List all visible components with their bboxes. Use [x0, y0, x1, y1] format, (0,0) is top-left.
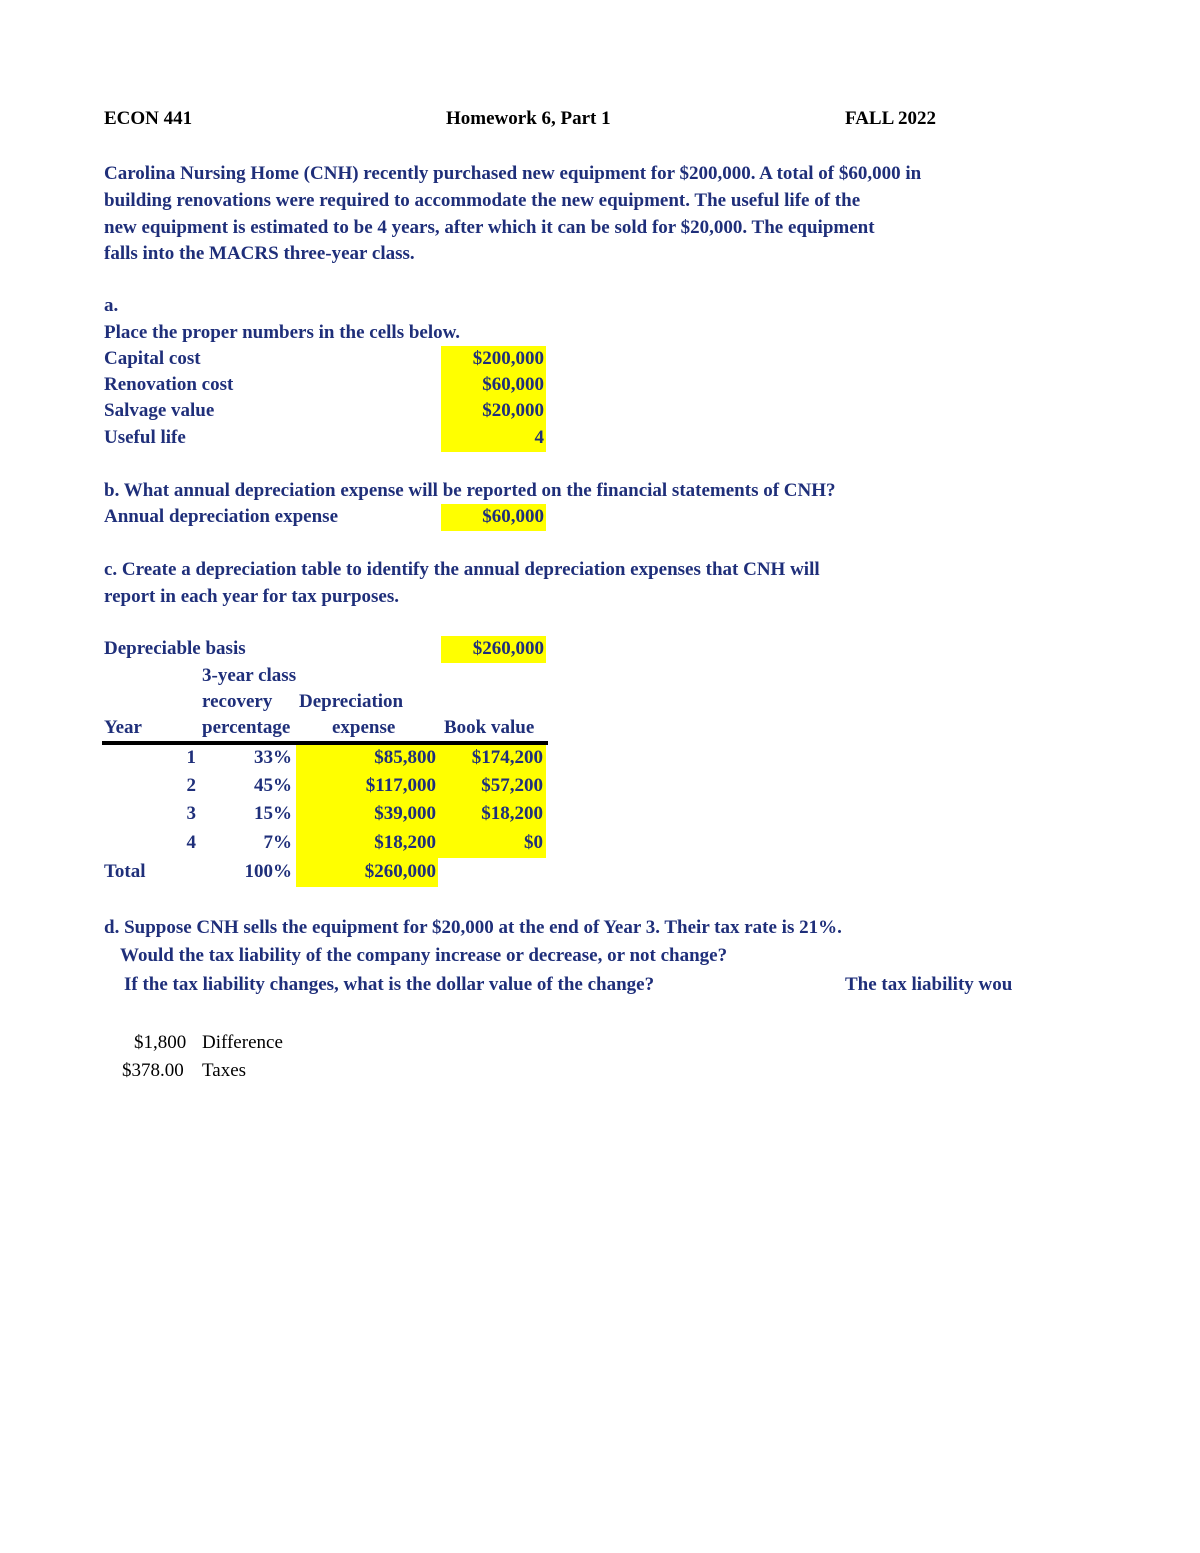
intro-line-2: building renovations were required to accommodate the new equipment. The useful life of the	[104, 190, 861, 211]
part-c-question-1: c. Create a depreciation table to identify the annual depreciation expenses that CNH will	[104, 559, 820, 580]
header-class-line3: percentage	[202, 717, 291, 738]
header-dep-line2: expense	[332, 717, 396, 738]
part-c-question-2: report in each year for tax purposes.	[104, 586, 400, 607]
capital-cost-label: Capital cost	[104, 348, 201, 369]
row4-dep[interactable]: $18,200	[374, 832, 436, 853]
header-book-value: Book value	[444, 717, 535, 738]
intro-line-4: falls into the MACRS three-year class.	[104, 243, 415, 264]
part-d-line-3: If the tax liability changes, what is the dollar value of the change?	[124, 974, 655, 995]
row1-year: 1	[186, 747, 196, 768]
part-d-line-2: Would the tax liability of the company increase or decrease, or not change?	[120, 945, 728, 966]
useful-life-label: Useful life	[104, 427, 186, 448]
part-a-label: a.	[104, 295, 119, 316]
intro-line-1: Carolina Nursing Home (CNH) recently purchased new equipment for $200,000. A total of $60,000 in	[104, 163, 922, 184]
total-label: Total	[104, 861, 146, 882]
row2-dep[interactable]: $117,000	[365, 775, 436, 796]
row1-pct: 33%	[254, 747, 292, 768]
header-year: Year	[104, 717, 142, 738]
part-b-question: b. What annual depreciation expense will be reported on the financial statements of CNH?	[104, 480, 836, 501]
intro-line-3: new equipment is estimated to be 4 years, after which it can be sold for $20,000. The equipment	[104, 217, 875, 238]
row3-book[interactable]: $18,200	[481, 803, 543, 824]
total-pct: 100%	[244, 861, 292, 882]
row4-pct: 7%	[263, 832, 292, 853]
salvage-value-label: Salvage value	[104, 400, 215, 421]
part-a-instruction: Place the proper numbers in the cells below.	[104, 322, 461, 343]
part-d-answer-cut: The tax liability wou	[845, 974, 1013, 995]
row4-year: 4	[186, 832, 196, 853]
row2-book[interactable]: $57,200	[481, 775, 543, 796]
difference-label: Difference	[202, 1032, 283, 1053]
term-label: FALL 2022	[845, 108, 936, 129]
salvage-value-value[interactable]: $20,000	[482, 400, 544, 421]
row2-year: 2	[186, 775, 196, 796]
row1-book[interactable]: $174,200	[471, 747, 543, 768]
header-class-line2: recovery	[202, 691, 273, 712]
annual-dep-value[interactable]: $60,000	[482, 506, 544, 527]
renovation-cost-value[interactable]: $60,000	[482, 374, 544, 395]
row3-dep[interactable]: $39,000	[374, 803, 436, 824]
taxes-value: $378.00	[122, 1060, 184, 1081]
part-d-line-1: d. Suppose CNH sells the equipment for $20,000 at the end of Year 3. Their tax rate is 21%.	[104, 917, 842, 938]
assignment-title: Homework 6, Part 1	[446, 108, 611, 129]
header-dep-line1: Depreciation	[299, 691, 404, 712]
header-class-line1: 3-year class	[202, 665, 297, 686]
row4-book[interactable]: $0	[524, 832, 543, 853]
row3-year: 3	[186, 803, 196, 824]
useful-life-value[interactable]: 4	[534, 427, 544, 448]
depreciable-basis-value[interactable]: $260,000	[472, 638, 544, 659]
capital-cost-value[interactable]: $200,000	[472, 348, 544, 369]
difference-value: $1,800	[134, 1032, 187, 1053]
renovation-cost-label: Renovation cost	[104, 374, 234, 395]
row3-pct: 15%	[254, 803, 292, 824]
row1-dep[interactable]: $85,800	[374, 747, 436, 768]
row2-pct: 45%	[254, 775, 292, 796]
total-dep[interactable]: $260,000	[364, 861, 436, 882]
annual-dep-label: Annual depreciation expense	[104, 506, 339, 527]
taxes-label: Taxes	[202, 1060, 247, 1081]
depreciable-basis-label: Depreciable basis	[104, 638, 246, 659]
course-code: ECON 441	[104, 108, 193, 129]
header-class-line3-clip	[202, 715, 294, 741]
